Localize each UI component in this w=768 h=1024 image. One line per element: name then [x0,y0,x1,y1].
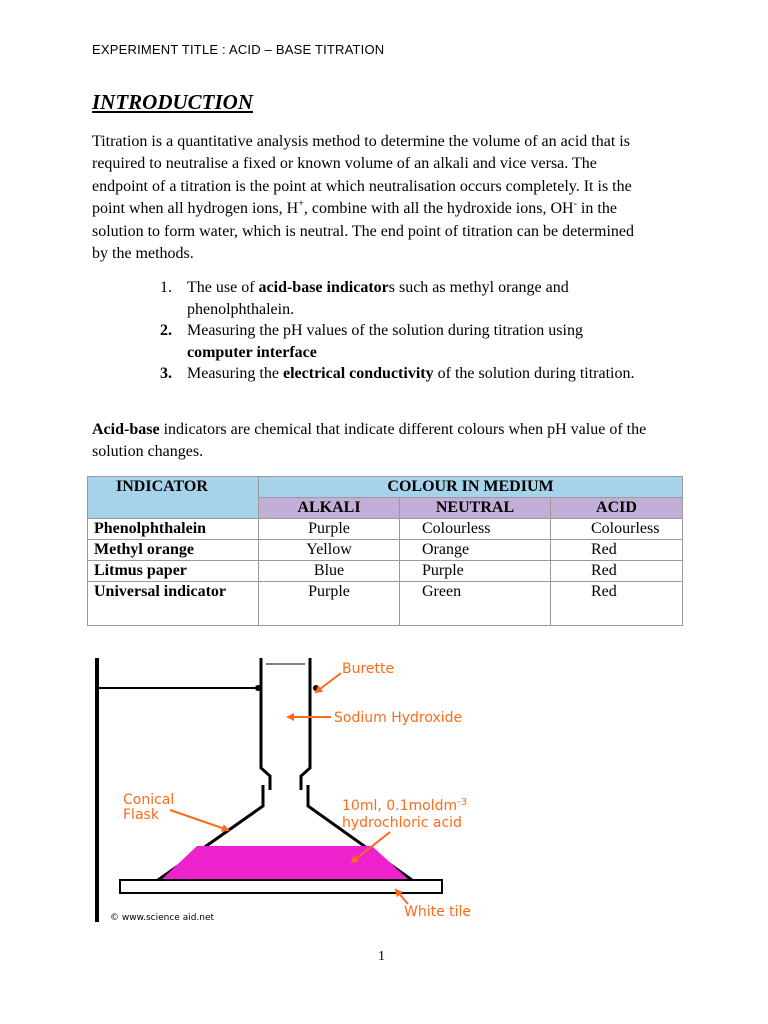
para-text: indicators are chemical that indicate different colours when pH value of the solution changes. [92,421,647,461]
cell-indicator-name: Litmus paper [88,561,259,582]
list-item [160,277,640,320]
table-row [88,519,683,540]
cell-alkali: Purple [259,582,400,626]
cell-alkali: Yellow [259,540,400,561]
arrow-conical-flask [170,810,228,830]
page-number: 1 [378,949,385,964]
header-neutral: NEUTRAL [400,498,551,519]
section-heading: INTRODUCTION [92,90,254,114]
cell-acid: Red [551,540,683,561]
oh-superscript: - [573,198,577,210]
label-sodium-hydroxide: Sodium Hydroxide [334,710,463,726]
list-number: 2. [160,322,172,339]
label-white-tile: White tile [404,904,472,920]
table-header-row [88,477,683,498]
cell-indicator-name: Phenolphthalein [88,519,259,540]
burette [261,658,310,790]
list-text: The use of [187,279,259,296]
list-item [160,320,640,363]
cell-alkali: Blue [259,561,400,582]
indicator-paragraph [92,419,692,464]
titration-diagram [90,650,560,930]
cell-indicator-name: Methyl orange [88,540,259,561]
list-bold-text: acid-base indicator [258,279,389,296]
label-conical-line1: Conical [123,792,175,808]
label-acid-superscript: -3 [457,797,468,808]
table-row [88,582,683,626]
table-row [88,540,683,561]
label-acid-line1 [342,797,467,814]
list-text: Measuring the [187,365,283,382]
header-acid: ACID [551,498,683,519]
header-colour-in-medium: COLOUR IN MEDIUM [259,477,683,498]
methods-list [160,277,640,385]
cell-neutral: Colourless [400,519,551,540]
intro-text-3: in the solution to form water, which is neutral. The end point of titration can be determined by the methods. [92,200,635,263]
cell-alkali: Purple [259,519,400,540]
intro-text-1: Titration is a quantitative analysis method to determine the volume of an acid that is required to neutralise a fixed or known volume of an alkali and vice versa. The endpoint of a titration is the point at which neutralisation occurs completely. It is the point when all hydrogen ions, H [92,133,632,218]
label-conical-line2: Flask [123,807,159,823]
list-text: s such as methyl orange and phenolphthalein. [187,279,569,318]
cell-acid: Red [551,582,683,626]
indicator-table [87,476,683,626]
experiment-title-header: EXPERIMENT TITLE : ACID – BASE TITRATION [92,42,385,57]
list-text: Measuring the pH values of the solution during titration using [187,322,583,339]
arrow-burette [316,673,341,692]
cell-neutral: Orange [400,540,551,561]
label-acid-concentration: 10ml, 0.1moldm [342,798,458,814]
h-superscript: + [298,198,304,210]
cell-indicator-name: Universal indicator [88,582,259,626]
table-row [88,561,683,582]
label-burette: Burette [342,661,395,677]
white-tile [120,880,442,893]
credit-text: © www.science aid.net [110,913,215,923]
intro-text-2: , combine with all the hydroxide ions, OH [303,200,574,218]
cell-neutral: Purple [400,561,551,582]
list-number: 1. [160,279,172,296]
cell-neutral: Green [400,582,551,626]
intro-paragraph [92,131,652,265]
cell-acid: Colourless [551,519,683,540]
list-bold-text: computer interface [187,343,317,361]
list-item [160,363,640,385]
list-text: of the solution during titration. [433,365,635,382]
para-bold: Acid-base [92,421,160,438]
cell-acid: Red [551,561,683,582]
list-number: 3. [160,365,172,382]
header-indicator: INDICATOR [88,477,259,519]
hydrochloric-acid-liquid [161,846,409,880]
header-alkali: ALKALI [259,498,400,519]
label-acid-line2: hydrochloric acid [342,815,462,831]
list-bold-text: electrical conductivity [282,365,434,382]
